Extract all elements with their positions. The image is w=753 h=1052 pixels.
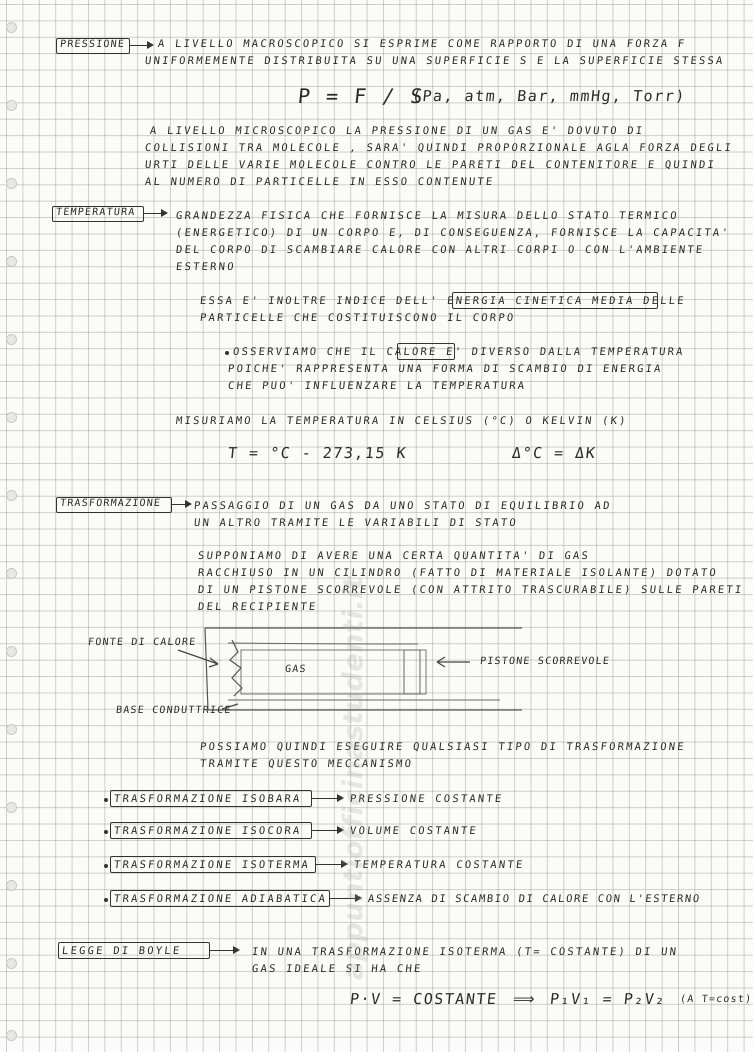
supponiamo-line-1: SUPPONIAMO DI AVERE UNA CERTA QUANTITA' DI GAS <box>197 550 591 562</box>
pressione-micro-4: AL NUMERO DI PARTICELLE IN ESSO CONTENUTE <box>144 176 496 188</box>
boyle-note: (A T=cost) <box>679 994 753 1005</box>
formula-delta: Δ°C = ΔK <box>511 444 598 462</box>
boyle-arrow <box>210 950 238 951</box>
boyle-formula: P·V = COSTANTE <box>349 990 499 1008</box>
isoterma-name: TRASFORMAZIONE ISOTERMA <box>113 859 311 871</box>
watermark: appuntiofficinastudenti.it <box>337 575 369 980</box>
isoterma-desc: TEMPERATURA COSTANTE <box>353 859 526 871</box>
misura-temperatura: MISURIAMO LA TEMPERATURA IN CELSIUS (°C) O KELVIN (K) <box>175 415 629 427</box>
pressione-line-1: A LIVELLO MACROSCOPICO SI ESPRIME COME RAPPORTO DI UNA FORZA F <box>157 38 687 50</box>
pistone-label: PISTONE SCORREVOLE <box>479 656 611 667</box>
isocora-bullet <box>104 830 108 834</box>
trasformazione-label: TRASFORMAZIONE <box>59 498 162 509</box>
boyle-line-2: GAS IDEALE SI HA CHE <box>251 963 424 975</box>
pressione-units: (Pa, atm, Bar, mmHg, Torr) <box>411 87 687 105</box>
osservazione-line-1: OSSERVIAMO CHE IL CALORE E' DIVERSO DALLA TEMPERATURA <box>232 346 686 358</box>
boyle-implies: ⟹ <box>512 990 537 1008</box>
osservazione-line-2: POICHE' RAPPRESENTA UNA FORMA DI SCAMBIO DI ENERGIA <box>227 363 664 375</box>
gas-label: GAS <box>284 664 308 675</box>
temperatura-line-2: (ENERGETICO) DI UN CORPO E, DI CONSEGUENZA, FORNISCE LA CAPACITA' <box>175 227 731 239</box>
adiabatica-name: TRASFORMAZIONE ADIABATICA <box>113 893 328 905</box>
pressione-micro-3: URTI DELLE VARIE MOLECOLE CONTRO LE PARETI DEL CONTENITORE E QUINDI <box>144 159 717 171</box>
trasformazione-line-2: UN ALTRO TRAMITE LE VARIABILI DI STATO <box>193 517 519 529</box>
fonte-calore-label: FONTE DI CALORE <box>87 637 197 648</box>
supponiamo-line-2: RACCHIUSO IN UN CILINDRO (FATTO DI MATERIALE ISOLANTE) DOTATO <box>197 567 719 579</box>
temperatura-indice-1: ESSA E' INOLTRE INDICE DELL' ENERGIA CINETICA MEDIA DELLE <box>199 295 687 307</box>
isobara-bullet <box>104 798 108 802</box>
adiabatica-desc: ASSENZA DI SCAMBIO DI CALORE CON L'ESTERNO <box>367 893 702 905</box>
temperatura-line-4: ESTERNO <box>175 261 237 273</box>
isobara-desc: PRESSIONE COSTANTE <box>349 793 505 805</box>
supponiamo-line-4: DEL RECIPIENTE <box>197 601 318 613</box>
temperatura-label: TEMPERATURA <box>55 207 137 218</box>
isocora-desc: VOLUME COSTANTE <box>349 825 479 837</box>
osservazione-line-3: CHE PUO' INFLUENZARE LA TEMPERATURA <box>227 380 527 392</box>
boyle-formula-2: P₁V₁ = P₂V₂ <box>549 990 667 1008</box>
formula-kelvin: T = °C - 273,15 K <box>227 444 408 462</box>
temperatura-line-1: GRANDEZZA FISICA CHE FORNISCE LA MISURA DELLO STATO TERMICO <box>175 210 680 222</box>
isoterma-bullet <box>104 864 108 868</box>
pressione-line-2: UNIFORMEMENTE DISTRIBUITA SU UNA SUPERFICIE S E LA SUPERFICIE STESSA <box>144 55 726 67</box>
pressione-micro-2: COLLISIONI TRA MOLECOLE , SARA' QUINDI PROPORZIONALE AGLA FORZA DEGLI <box>144 142 734 154</box>
adiabatica-bullet <box>104 898 108 902</box>
supponiamo-line-3: DI UN PISTONE SCORREVOLE (CON ATTRITO TRASCURABILE) SULLE PARETI <box>197 584 745 596</box>
possiamo-line-2: TRAMITE QUESTO MECCANISMO <box>199 758 414 770</box>
trasformazione-line-1: PASSAGGIO DI UN GAS DA UNO STATO DI EQUILIBRIO AD <box>193 500 613 512</box>
pressione-formula: P = F / S <box>296 84 426 108</box>
temperatura-line-3: DEL CORPO DI SCAMBIARE CALORE CON ALTRI CORPI O CON L'AMBIENTE <box>175 244 705 256</box>
boyle-label: LEGGE DI BOYLE <box>61 945 182 957</box>
possiamo-line-1: POSSIAMO QUINDI ESEGUIRE QUALSIASI TIPO DI TRASFORMAZIONE <box>199 741 687 753</box>
pressione-label: PRESSIONE <box>59 39 126 50</box>
boyle-line-1: IN UNA TRASFORMAZIONE ISOTERMA (T= COSTANTE) DI UN <box>251 946 679 958</box>
isocora-name: TRASFORMAZIONE ISOCORA <box>113 825 303 837</box>
base-conduttrice-label: BASE CONDUTTRICE <box>115 705 233 716</box>
pressione-micro-1: A LIVELLO MICROSCOPICO LA PRESSIONE DI UN GAS E' DOVUTO DI <box>149 125 645 137</box>
isobara-name: TRASFORMAZIONE ISOBARA <box>113 793 303 805</box>
temperatura-indice-2: PARTICELLE CHE COSTITUISCONO IL CORPO <box>199 312 516 324</box>
